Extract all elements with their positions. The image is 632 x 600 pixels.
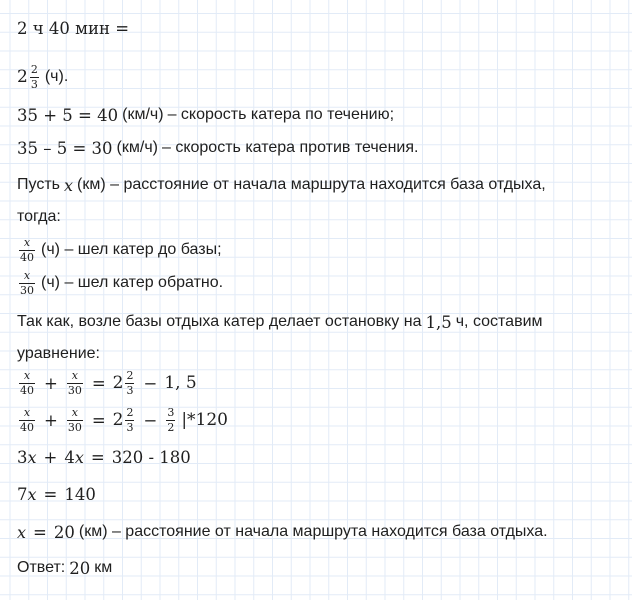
fraction-numerator: x [23,368,31,382]
fraction-numerator: 2 [126,368,134,382]
fraction-x-over-30 [67,407,83,434]
mixed-number [113,370,137,397]
equals-sign: = [33,522,47,542]
fraction-denominator: 40 [20,420,34,434]
equals-sign: = [90,447,105,467]
fraction-numerator: x [71,405,78,419]
then-text: тогда: [17,208,61,225]
answer-label: Ответ: [17,559,66,576]
mixed-fraction [125,407,134,434]
fraction-x-over-30 [67,370,83,397]
mixed-whole: 2 [112,373,124,393]
result-value: 20 [53,522,75,542]
result-line [17,515,548,549]
time-expression: 2 ч 40 мин = [17,18,130,38]
let-x-line [17,168,546,202]
fraction-denominator: 2 [167,420,175,434]
fraction-denominator: 30 [20,283,34,297]
time-back-description: (ч) – шел катер обратно. [41,274,224,291]
answer-unit: км [94,559,113,576]
equals-sign: = [43,484,58,504]
unit-label: (ч). [44,68,69,85]
then-line [17,200,61,234]
fraction-denominator: 3 [30,77,38,91]
result-description: (км) – расстояние от начала маршрута находится база отдыха. [78,523,548,540]
variable-x: x [17,522,27,542]
unit-label: (км/ч) [122,106,164,123]
mixed-fraction [30,64,39,91]
fraction-3-over-2 [166,407,175,434]
fraction-x-over-30 [19,270,35,297]
equals-sign: = [91,410,106,430]
fraction-numerator: x [23,268,31,282]
minus-sign: − [143,373,158,393]
variable-x: x [27,447,37,467]
equation-3 [17,440,191,474]
variable-x: x [63,175,74,195]
equation-4 [17,477,96,511]
downstream-description: – скорость катера по течению; [167,106,395,123]
stop-condition-line [17,305,543,339]
stop-text-before: Так как, возле базы отдыха катер делает остановку на [17,313,422,330]
fraction-numerator: 3 [167,405,175,419]
time-conversion-line [17,11,129,45]
stop-duration-value: 1,5 [425,312,452,332]
fraction-denominator: 40 [20,250,34,264]
time-back-line [17,266,223,300]
minus-sign: − [143,410,158,430]
fraction-numerator: 2 [126,405,134,419]
equation-label: уравнение: [17,345,100,362]
time-in-hours-line [17,60,68,94]
equation-2 [17,403,228,437]
upstream-description: – скорость катера против течения. [161,139,419,156]
mixed-whole: 2 [17,67,28,87]
fraction-numerator: x [23,405,31,419]
let-description: (км) – расстояние от начала маршрута находится база отдыха, [77,176,546,193]
variable-x: x [27,484,37,504]
mixed-fraction [125,370,134,397]
fraction-numerator: 2 [30,62,38,76]
downstream-expression: 35 + 5 = 40 [17,105,119,125]
coefficient-b: 4 [64,447,75,467]
fraction-denominator: 3 [126,420,134,434]
coefficient: 7 [17,484,28,504]
fraction-numerator: x [71,368,78,382]
let-prefix: Пусть [17,176,60,193]
variable-x: x [74,447,84,467]
fraction-numerator: x [23,235,31,249]
plus-sign: + [44,410,58,430]
fraction-x-over-40 [19,237,35,264]
fraction-denominator: 30 [67,420,82,434]
mixed-number [113,407,137,434]
mixed-number [17,64,41,91]
stop-text-after: ч, составим [455,313,543,330]
downstream-speed-line [17,98,394,132]
plus-sign: + [43,447,58,467]
time-to-base-description: (ч) – шел катер до базы; [41,241,222,258]
unit-label: (км/ч) [116,139,158,156]
coefficient-a: 3 [17,447,28,467]
upstream-speed-line [17,131,418,165]
rhs-value: 140 [64,484,96,504]
fraction-denominator: 30 [67,383,82,397]
upstream-expression: 35 – 5 = 30 [17,138,113,158]
fraction-denominator: 40 [20,383,34,397]
fraction-x-over-40 [19,370,35,397]
fraction-denominator: 3 [126,383,134,397]
answer-line [17,551,112,585]
answer-value: 20 [69,558,91,578]
rhs-value: 1, 5 [164,373,197,393]
mixed-whole: 2 [112,410,124,430]
equals-sign: = [91,373,106,393]
time-to-base-line [17,233,222,267]
equation-1 [17,366,197,400]
multiplier-note: |*120 [181,410,228,430]
rhs-expression: 320 - 180 [111,447,191,467]
plus-sign: + [44,373,58,393]
fraction-x-over-40 [19,407,35,434]
